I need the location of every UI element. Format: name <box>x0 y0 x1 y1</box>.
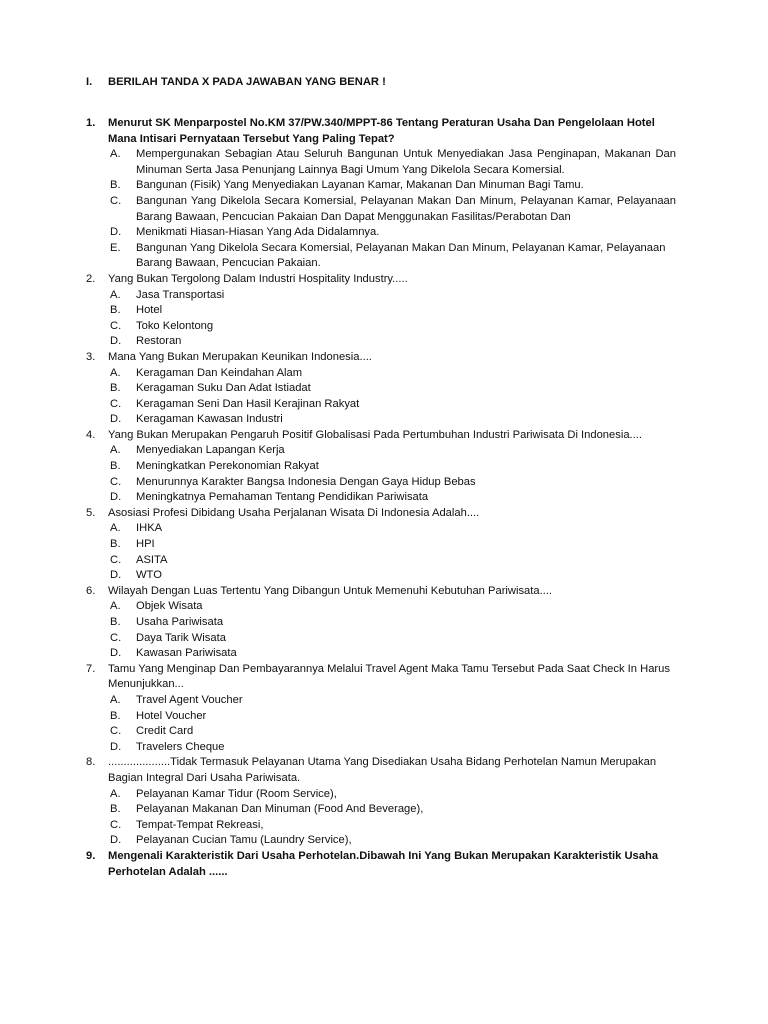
option-letter: D. <box>110 569 122 582</box>
question-list <box>86 116 676 880</box>
answer-option[interactable] <box>108 381 676 397</box>
option-letter: C. <box>110 475 122 488</box>
answer-option[interactable] <box>108 241 676 272</box>
option-letter: D. <box>110 335 122 348</box>
option-text: Travel Agent Voucher <box>136 693 243 706</box>
question-item <box>86 428 676 506</box>
option-letter: E. <box>110 241 121 254</box>
option-letter: D. <box>110 740 122 753</box>
answer-option[interactable] <box>108 631 676 647</box>
option-letter: A. <box>110 693 121 706</box>
option-letter: B. <box>110 709 121 722</box>
option-text: HPI <box>136 538 155 551</box>
option-text: WTO <box>136 569 162 582</box>
option-text: Mempergunakan Sebagian Atau Seluruh Bangunan Untuk Menyediakan Jasa Penginapan, Makanan Dan Minuman Serta Jasa Penunjang Lainnya Bagi Umum Yang Dikelola Secara Komersial. <box>136 148 676 176</box>
answer-option[interactable] <box>108 303 676 319</box>
option-text: Objek Wisata <box>136 600 203 613</box>
option-letter: C. <box>110 725 122 738</box>
answer-option[interactable] <box>108 319 676 335</box>
answer-options <box>108 693 676 755</box>
answer-option[interactable] <box>108 194 676 225</box>
option-text: Pelayanan Cucian Tamu (Laundry Service), <box>136 834 352 847</box>
option-text: Keragaman Suku Dan Adat Istiadat <box>136 382 311 395</box>
question-item <box>86 849 676 880</box>
option-letter: A. <box>110 600 121 613</box>
option-letter: D. <box>110 647 122 660</box>
question-text: Wilayah Dengan Luas Tertentu Yang Dibangun Untuk Memenuhi Kebutuhan Pariwisata.... <box>108 584 553 597</box>
option-letter: B. <box>110 179 121 192</box>
question-text: Yang Bukan Tergolong Dalam Industri Hospitality Industry..... <box>108 272 408 285</box>
option-letter: A. <box>110 288 121 301</box>
option-text: Hotel Voucher <box>136 709 207 722</box>
option-text: Jasa Transportasi <box>136 288 225 301</box>
option-text: Hotel <box>136 304 163 317</box>
answer-option[interactable] <box>108 615 676 631</box>
option-text: Bangunan (Fisik) Yang Menyediakan Layanan Kamar, Makanan Dan Minuman Bagi Tamu. <box>136 179 584 192</box>
option-letter: B. <box>110 382 121 395</box>
question-text: Yang Bukan Merupakan Pengaruh Positif Globalisasi Pada Pertumbuhan Industri Pariwisata Di Indonesia.... <box>108 428 642 441</box>
answer-option[interactable] <box>108 693 676 709</box>
question-text: Menurut SK Menparpostel No.KM 37/PW.340/MPPT-86 Tentang Peraturan Usaha Dan Pengelolaan Hotel Mana Intisari Pernyataan Tersebut Yang Paling Tepat? <box>108 117 655 145</box>
question-item <box>86 662 676 756</box>
question-text: Mana Yang Bukan Merupakan Keunikan Indonesia.... <box>108 350 372 363</box>
answer-option[interactable] <box>108 521 676 537</box>
option-text: Meningkatnya Pemahaman Tentang Pendidikan Pariwisata <box>136 491 429 504</box>
option-letter: B. <box>110 616 121 628</box>
answer-option[interactable] <box>108 724 676 740</box>
section-title: BERILAH TANDA X PADA JAWABAN YANG BENAR ! <box>108 76 386 88</box>
option-letter: A. <box>110 522 121 535</box>
option-text: Pelayanan Kamar Tidur (Room Service), <box>136 787 337 800</box>
option-text: Daya Tarik Wisata <box>136 631 226 644</box>
question-item <box>86 116 676 272</box>
option-text: ASITA <box>136 553 168 566</box>
answer-option[interactable] <box>108 225 676 241</box>
answer-option[interactable] <box>108 412 676 428</box>
option-letter: D. <box>110 413 122 426</box>
answer-option[interactable] <box>108 568 676 584</box>
option-letter: C. <box>110 818 122 831</box>
answer-option[interactable] <box>108 459 676 475</box>
question-text: Tamu Yang Menginap Dan Pembayarannya Melalui Travel Agent Maka Tamu Tersebut Pada Saat Check In Harus Menunjukkan... <box>108 662 670 691</box>
option-letter: A. <box>110 148 121 161</box>
option-text: Keragaman Dan Keindahan Alam <box>136 366 303 379</box>
answer-options <box>108 147 676 272</box>
answer-option[interactable] <box>108 553 676 569</box>
option-letter: C. <box>110 397 122 410</box>
option-letter: C. <box>110 631 122 644</box>
question-item <box>86 755 676 849</box>
option-letter: B. <box>110 460 121 473</box>
option-text: Restoran <box>136 335 182 348</box>
answer-option[interactable] <box>108 740 676 756</box>
answer-options <box>108 521 676 583</box>
answer-option[interactable] <box>108 443 676 459</box>
answer-option[interactable] <box>108 802 676 818</box>
answer-option[interactable] <box>108 397 676 413</box>
answer-options <box>108 599 676 661</box>
option-letter: B. <box>110 803 121 816</box>
answer-options <box>108 288 676 350</box>
option-text: Toko Kelontong <box>136 319 214 332</box>
option-text: Kawasan Pariwisata <box>136 647 237 660</box>
option-text: Tempat-Tempat Rekreasi, <box>136 818 264 831</box>
answer-option[interactable] <box>108 178 676 194</box>
answer-option[interactable] <box>108 787 676 803</box>
question-number: 4. <box>86 428 96 441</box>
question-item <box>86 350 676 428</box>
option-text: Travelers Cheque <box>136 740 225 753</box>
option-text: Usaha Pariwisata <box>136 616 224 628</box>
answer-option[interactable] <box>108 833 676 849</box>
option-text: Menurunnya Karakter Bangsa Indonesia Dengan Gaya Hidup Bebas <box>136 475 476 488</box>
option-letter: C. <box>110 553 122 566</box>
answer-option[interactable] <box>108 709 676 725</box>
option-text: Menyediakan Lapangan Kerja <box>136 444 285 457</box>
answer-option[interactable] <box>108 490 676 506</box>
answer-options <box>108 787 676 849</box>
answer-option[interactable] <box>108 646 676 662</box>
option-text: Bangunan Yang Dikelola Secara Komersial, Pelayanan Makan Dan Minum, Pelayanan Kamar, Pelayanaan Barang Bawaan, Pencucian Pakaian. <box>136 241 666 270</box>
option-text: Keragaman Seni Dan Hasil Kerajinan Rakyat <box>136 397 360 410</box>
question-text: Asosiasi Profesi Dibidang Usaha Perjalanan Wisata Di Indonesia Adalah.... <box>108 506 480 519</box>
question-number: 3. <box>86 350 96 363</box>
option-letter: A. <box>110 366 121 379</box>
question-number: 5. <box>86 506 96 519</box>
answer-option[interactable] <box>108 334 676 350</box>
option-letter: D. <box>110 491 122 504</box>
option-text: IHKA <box>136 522 163 535</box>
section-number: I. <box>86 76 93 88</box>
question-item <box>86 506 676 584</box>
option-letter: C. <box>110 319 122 332</box>
option-letter: D. <box>110 226 122 239</box>
answer-option[interactable] <box>108 475 676 491</box>
answer-options <box>108 443 676 505</box>
question-number: 8. <box>86 756 96 769</box>
answer-option[interactable] <box>108 818 676 834</box>
option-letter: B. <box>110 304 121 317</box>
option-letter: B. <box>110 538 121 551</box>
option-text: Bangunan Yang Dikelola Secara Komersial, Pelayanan Makan Dan Minum, Pelayanan Kamar, Pelayanaan Barang Bawaan, Pencucian Pakaian Dan Dapat Menggunakan Fasilitas/Perabotan Dan <box>136 194 676 223</box>
answer-option[interactable] <box>108 147 676 178</box>
question-number: 9. <box>86 849 96 862</box>
option-letter: A. <box>110 444 121 457</box>
answer-option[interactable] <box>108 288 676 304</box>
question-item <box>86 272 676 350</box>
question-number: 1. <box>86 117 96 129</box>
answer-option[interactable] <box>108 599 676 615</box>
option-text: Keragaman Kawasan Industri <box>136 413 283 426</box>
question-number: 6. <box>86 584 96 597</box>
answer-options <box>108 366 676 428</box>
question-item <box>86 584 676 662</box>
option-text: Pelayanan Makanan Dan Minuman (Food And Beverage), <box>136 803 424 816</box>
question-text: ....................Tidak Termasuk Pelayanan Utama Yang Disediakan Usaha Bidang Perhotelan Namun Merupakan Bagian Integral Dari Usaha Pariwisata. <box>108 756 657 784</box>
option-text: Credit Card <box>136 725 194 738</box>
section-heading <box>86 74 386 90</box>
option-letter: C. <box>110 194 122 207</box>
answer-option[interactable] <box>108 537 676 553</box>
answer-option[interactable] <box>108 366 676 382</box>
option-text: Menikmati Hiasan-Hiasan Yang Ada Didalamnya. <box>136 226 380 239</box>
question-number: 7. <box>86 662 96 675</box>
question-number: 2. <box>86 272 96 285</box>
option-text: Meningkatkan Perekonomian Rakyat <box>136 460 319 473</box>
option-letter: A. <box>110 787 121 800</box>
option-letter: D. <box>110 834 122 847</box>
question-text: Mengenali Karakteristik Dari Usaha Perhotelan.Dibawah Ini Yang Bukan Merupakan Karakteristik Usaha Perhotelan Adalah ...... <box>108 849 659 878</box>
